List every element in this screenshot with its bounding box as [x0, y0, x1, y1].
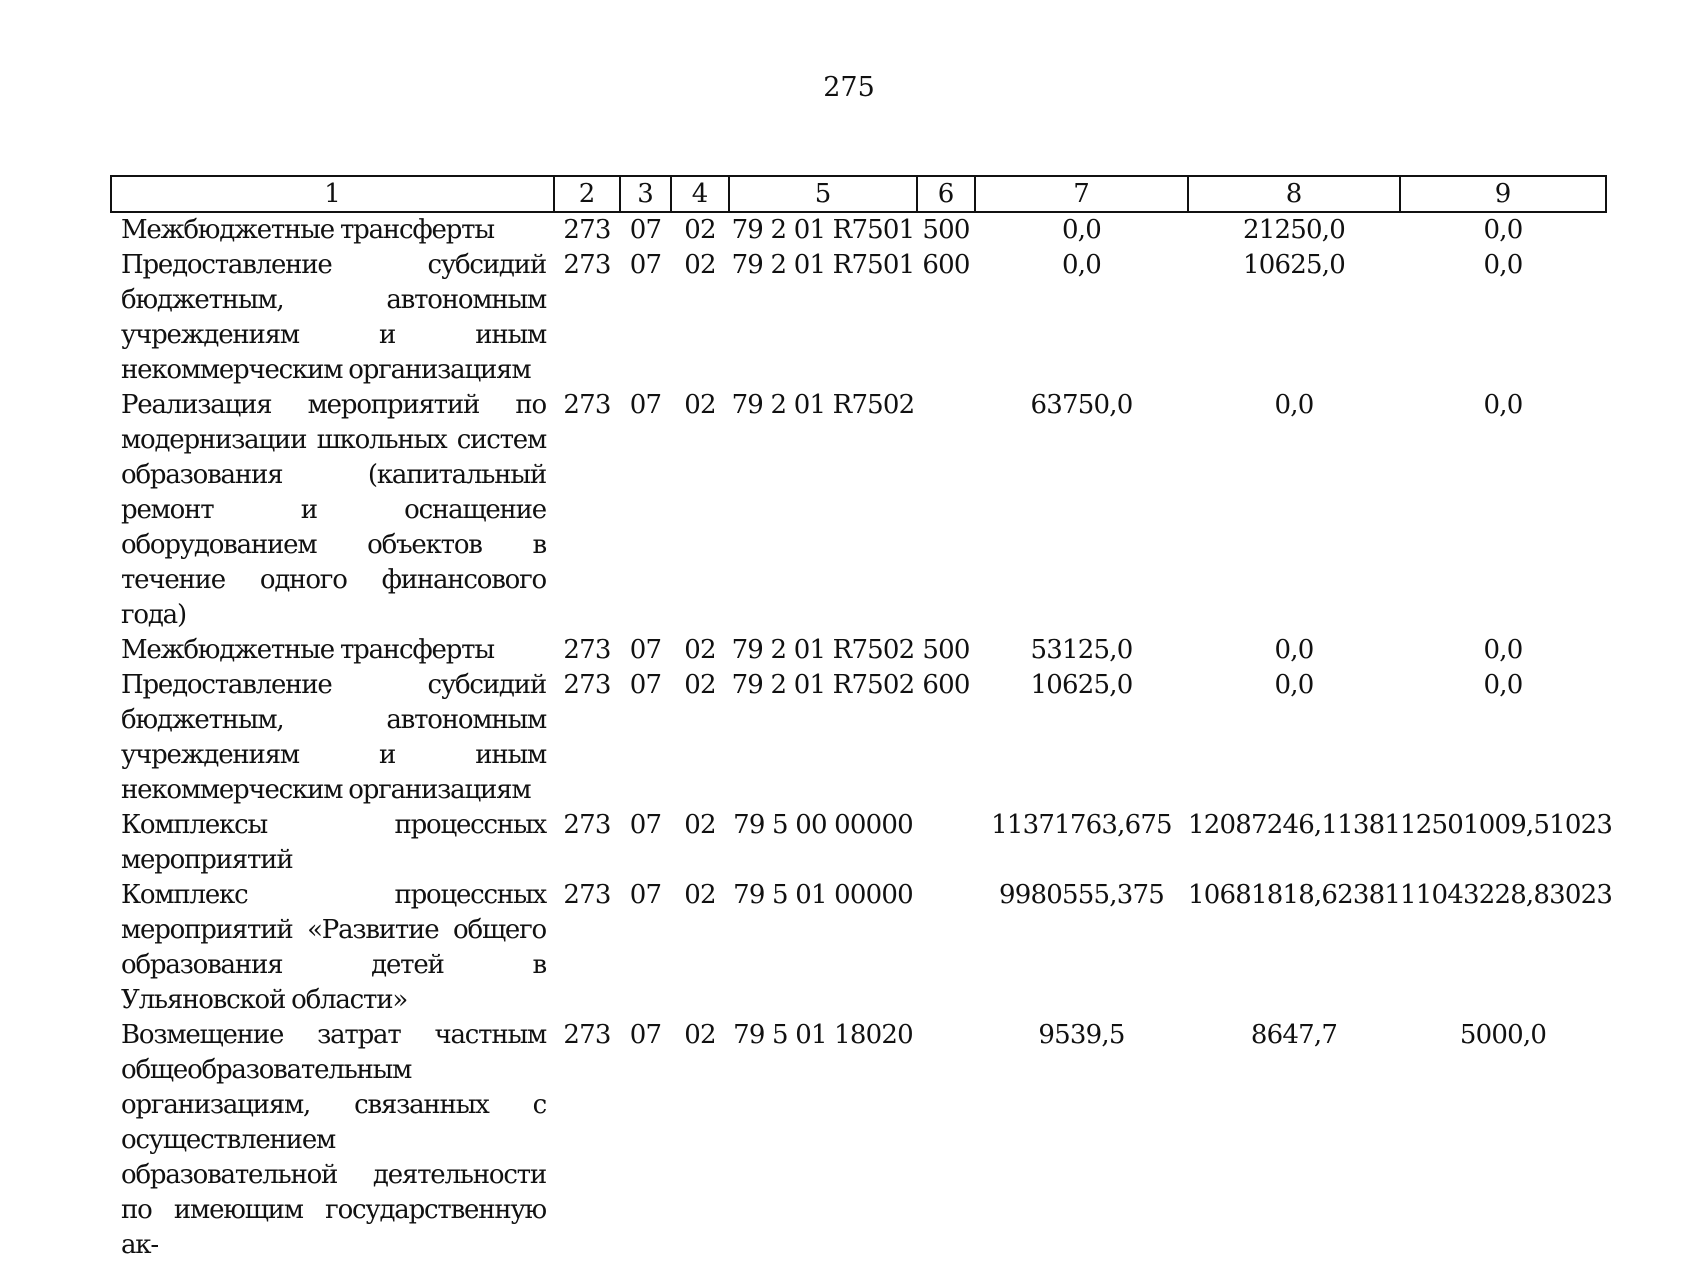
cell-col9: 12501009,51023 [1400, 810, 1613, 840]
cell-col8: 8647,7 [1250, 1020, 1338, 1050]
cell-col3: 07 [629, 880, 662, 910]
cell-col2: 273 [563, 1020, 611, 1050]
cell-col5: 79 5 01 00000 [733, 880, 913, 910]
cell-col7: 10625,0 [1030, 670, 1133, 700]
cell-col5: 79 2 01 R7502 [731, 670, 915, 700]
cell-col2: 273 [563, 880, 611, 910]
cell-col4: 02 [684, 390, 716, 420]
cell-col8: 21250,0 [1243, 215, 1345, 245]
cell-col5: 79 2 01 R7502 [731, 390, 915, 420]
row-name: Предоставление субсидий бюджетным, автономным учреждениям и иным некоммерческим организациям [121, 250, 546, 385]
cell-col8: 0,0 [1274, 390, 1314, 420]
cell-col9: 0,0 [1483, 390, 1523, 420]
cell-col2: 273 [563, 670, 611, 700]
cell-col4: 02 [684, 635, 716, 665]
cell-col8: 0,0 [1274, 670, 1314, 700]
cell-col5: 79 2 01 R7502 [731, 635, 915, 665]
budget-table [110, 175, 1613, 1263]
cell-col9: 11043228,83023 [1400, 880, 1613, 910]
cell-col5: 79 5 00 00000 [733, 810, 913, 840]
row-name: Возмещение затрат частным общеобразовательным организациям, связанных с осуществлением образовательной деятельности по имеющим государственную ак- [121, 1020, 546, 1260]
header-cell: 6 [917, 176, 975, 212]
table-row [111, 633, 1606, 668]
cell-col3: 07 [629, 1020, 662, 1050]
cell-col7: 0,0 [1062, 215, 1101, 245]
cell-col7: 11371763,675 [991, 810, 1172, 840]
table-row [111, 212, 1606, 248]
cell-col7: 9980555,375 [999, 880, 1164, 910]
table-row [111, 668, 1606, 808]
cell-col5: 79 5 01 18020 [733, 1020, 913, 1050]
cell-col5: 79 2 01 R7501 [731, 215, 915, 245]
cell-col2: 273 [563, 390, 611, 420]
row-name: Межбюджетные трансферты [121, 215, 494, 245]
cell-col8: 0,0 [1274, 635, 1314, 665]
row-name: Предоставление субсидий бюджетным, автономным учреждениям и иным некоммерческим организациям [121, 670, 546, 805]
table-row [111, 388, 1606, 633]
cell-col3: 07 [629, 215, 662, 245]
header-cell: 4 [671, 176, 729, 212]
cell-col7: 9539,5 [1038, 1020, 1125, 1050]
page-number: 275 [823, 72, 875, 103]
cell-col3: 07 [629, 810, 662, 840]
cell-col9: 0,0 [1483, 250, 1523, 280]
header-cell: 8 [1188, 176, 1400, 212]
cell-col6: 500 [922, 215, 970, 245]
cell-col6: 600 [922, 250, 970, 280]
cell-col3: 07 [629, 670, 662, 700]
cell-col6 [917, 388, 975, 633]
table-row [111, 1018, 1606, 1263]
cell-col5: 79 2 01 R7501 [731, 250, 915, 280]
row-name: Межбюджетные трансферты [121, 635, 494, 665]
cell-col3: 07 [629, 390, 662, 420]
cell-col4: 02 [684, 880, 716, 910]
cell-col2: 273 [563, 250, 611, 280]
cell-col2: 273 [563, 810, 611, 840]
table-row [111, 878, 1606, 1018]
table-row [111, 808, 1606, 878]
cell-col6: 500 [922, 635, 970, 665]
row-name: Комплекс процессных мероприятий «Развитие общего образования детей в Ульяновской области» [121, 880, 546, 1015]
cell-col2: 273 [563, 635, 611, 665]
header-cell: 7 [975, 176, 1188, 212]
header-cell: 2 [554, 176, 620, 212]
header-cell: 9 [1400, 176, 1606, 212]
cell-col3: 07 [629, 250, 662, 280]
cell-col9: 0,0 [1483, 635, 1523, 665]
cell-col2: 273 [563, 215, 611, 245]
cell-col4: 02 [684, 810, 716, 840]
table-row [111, 248, 1606, 388]
cell-col9: 0,0 [1483, 670, 1523, 700]
header-row [111, 176, 1606, 212]
cell-col6: 600 [922, 670, 970, 700]
row-name: Комплексы процессных мероприятий [121, 810, 546, 875]
cell-col9: 0,0 [1483, 215, 1523, 245]
cell-col7: 0,0 [1062, 250, 1101, 280]
cell-col4: 02 [684, 670, 716, 700]
cell-col6 [917, 1018, 975, 1263]
cell-col4: 02 [684, 215, 716, 245]
cell-col4: 02 [684, 1020, 716, 1050]
row-name: Реализация мероприятий по модернизации школьных систем образования (капитальный ремонт и оснащение оборудованием объектов в течение одного финансового года) [121, 390, 546, 630]
cell-col6 [917, 808, 975, 878]
header-cell: 5 [729, 176, 917, 212]
cell-col8: 10625,0 [1243, 250, 1345, 280]
cell-col7: 53125,0 [1030, 635, 1133, 665]
cell-col8: 12087246,11381 [1188, 810, 1401, 840]
cell-col7: 63750,0 [1030, 390, 1133, 420]
cell-col9: 5000,0 [1459, 1020, 1547, 1050]
cell-col4: 02 [684, 250, 716, 280]
cell-col8: 10681818,62381 [1188, 880, 1401, 910]
header-cell: 1 [111, 176, 554, 212]
header-cell: 3 [620, 176, 671, 212]
cell-col6 [917, 878, 975, 1018]
cell-col3: 07 [629, 635, 662, 665]
